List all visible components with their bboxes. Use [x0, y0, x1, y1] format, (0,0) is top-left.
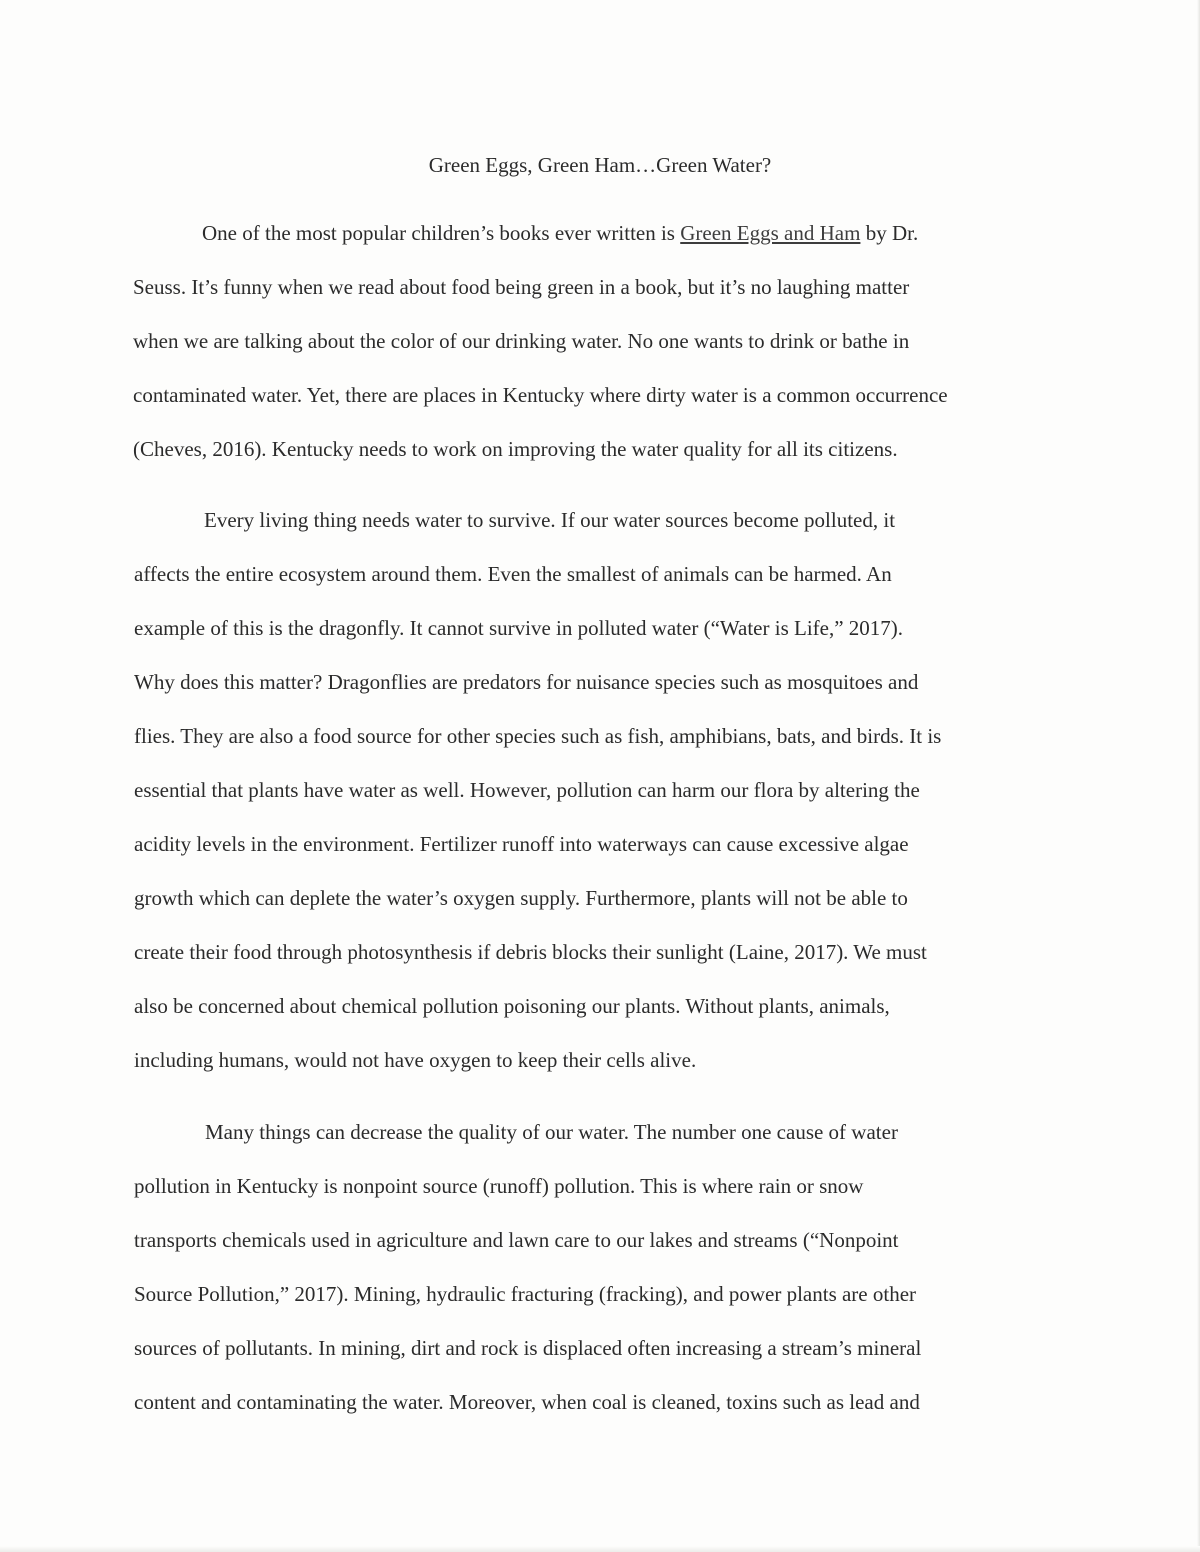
paragraph-2-line-7: acidity levels in the environment. Fertilizer runoff into waterways can cause excessive algae: [134, 832, 909, 856]
paragraph-2-line-3: example of this is the dragonfly. It cannot survive in polluted water (“Water is Life,” 2017).: [134, 616, 904, 640]
paragraph-2-line-10: also be concerned about chemical pollution poisoning our plants. Without plants, animals,: [134, 994, 890, 1018]
paragraph-2-line-1: Every living thing needs water to survive. If our water sources become polluted, it: [204, 508, 896, 532]
line-text: One of the most popular children’s books ever written is: [202, 221, 681, 245]
paragraph-2-line-8: growth which can deplete the water’s oxygen supply. Furthermore, plants will not be able to: [134, 886, 908, 910]
paragraph-3-line-2: pollution in Kentucky is nonpoint source (runoff) pollution. This is where rain or snow: [134, 1174, 864, 1198]
paragraph-3-line-1: Many things can decrease the quality of our water. The number one cause of water: [205, 1120, 898, 1144]
paragraph-2-line-11: including humans, would not have oxygen to keep their cells alive.: [134, 1048, 697, 1072]
paragraph-2-line-9: create their food through photosynthesis if debris blocks their sunlight (Laine, 2017). We must: [134, 940, 927, 964]
paragraph-1-line-5: (Cheves, 2016). Kentucky needs to work on improving the water quality for all its citizens.: [133, 437, 898, 461]
scan-bottom-shadow: [0, 1546, 1200, 1552]
paragraph-2-line-2: affects the entire ecosystem around them. Even the smallest of animals can be harmed. An: [134, 562, 892, 586]
paragraph-2-line-4: Why does this matter? Dragonflies are predators for nuisance species such as mosquitoes and: [134, 670, 919, 694]
book-title: Green Eggs and Ham: [680, 221, 861, 245]
line-text: by Dr.: [860, 221, 919, 245]
paragraph-3-line-5: sources of pollutants. In mining, dirt and rock is displaced often increasing a stream’s mineral: [134, 1336, 922, 1360]
paragraph-3-line-4: Source Pollution,” 2017). Mining, hydraulic fracturing (fracking), and power plants are other: [134, 1282, 917, 1306]
paragraph-1-line-2: Seuss. It’s funny when we read about food being green in a book, but it’s no laughing matter: [133, 275, 910, 299]
paragraph-3-line-6: content and contaminating the water. Moreover, when coal is cleaned, toxins such as lead and: [134, 1390, 920, 1414]
paragraph-2-line-5: flies. They are also a food source for other species such as fish, amphibians, bats, and birds. It is: [134, 724, 942, 748]
paragraph-3-line-3: transports chemicals used in agriculture and lawn care to our lakes and streams (“Nonpoint: [134, 1228, 899, 1252]
paragraph-1-line-3: when we are talking about the color of our drinking water. No one wants to drink or bathe in: [133, 329, 910, 353]
paragraph-2-line-6: essential that plants have water as well. However, pollution can harm our flora by altering the: [134, 778, 920, 802]
paragraph-1-line-4: contaminated water. Yet, there are places in Kentucky where dirty water is a common occurrence: [133, 383, 948, 407]
essay-title: Green Eggs, Green Ham…Green Water?: [428, 153, 772, 177]
paragraph-1-line-1: [202, 218, 918, 248]
